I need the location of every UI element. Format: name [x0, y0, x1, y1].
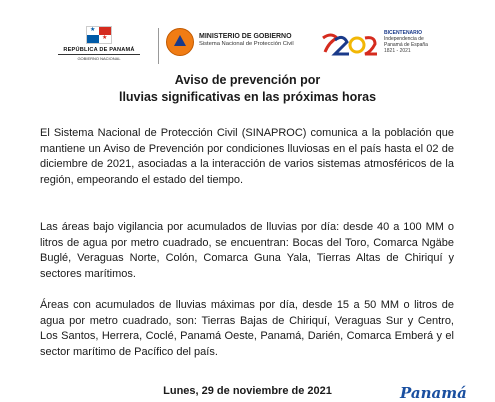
- header-divider: [158, 28, 159, 64]
- title-line-2: lluvias significativas en las próximas horas: [118, 90, 377, 104]
- panama-flag-icon: [86, 26, 112, 44]
- sinaproc-seal-icon: [166, 28, 194, 56]
- bicentenario-line2: Panamá de España: [384, 42, 428, 48]
- signature-logo: Panamá: [400, 384, 467, 402]
- bicentenario-logo-icon: [319, 30, 379, 60]
- republic-subtitle: GOBIERNO NACIONAL: [58, 54, 140, 61]
- bicentenario-title: BICENTENARIO: [384, 30, 423, 36]
- document-title: [0, 72, 495, 106]
- republica-logo: [44, 24, 154, 61]
- ministry-title: MINISTERIO DE GOBIERNO: [199, 33, 292, 40]
- bicentenario-years: 1821 - 2021: [384, 48, 411, 54]
- header-logos: [44, 24, 464, 70]
- ministry-subtitle: Sistema Nacional de Protección Civil: [199, 41, 294, 47]
- bicentenario-text: [384, 30, 479, 54]
- title-line-1: Aviso de prevención por: [174, 73, 321, 87]
- paragraph-2: Las áreas bajo vigilancia por acumulados de lluvias por día: desde 40 a 100 MM o litros de agua por metro cuadrado, se encuentran: Bocas del Toro, Comarca Ngäbe Buglé, Veraguas Norte, Colón, Comarca Guna Yala, Tierras Altas de Chiriquí y sectores marítimos.: [40, 221, 454, 280]
- paragraph-3: Áreas con acumulados de lluvias máximas por día, desde 15 a 50 MM o litros de agua por metro cuadrado, son: Tierras Bajas de Chiriquí, Veraguas Sur y Centro, Los Santos, Herrera, Coclé, Panamá Oeste, Panamá, Darién, Comarca Emberá y el sector marítimo de Pacífico del país.: [40, 299, 454, 358]
- document-date: Lunes, 29 de noviembre de 2021: [163, 385, 332, 397]
- paragraph-1: El Sistema Nacional de Protección Civil (SINAPROC) comunica a la población que mantiene un Aviso de Prevención por condiciones lluviosas en el país hasta el 02 de diciembre de 2021, asociadas a la interacción de varios sistemas atmosféricos de la región, empeorando el estado del tiempo.: [40, 127, 454, 186]
- ministry-block: [199, 33, 294, 47]
- bicentenario-line1: Independencia de: [384, 36, 424, 42]
- republic-title: REPÚBLICA DE PANAMÁ: [63, 47, 135, 53]
